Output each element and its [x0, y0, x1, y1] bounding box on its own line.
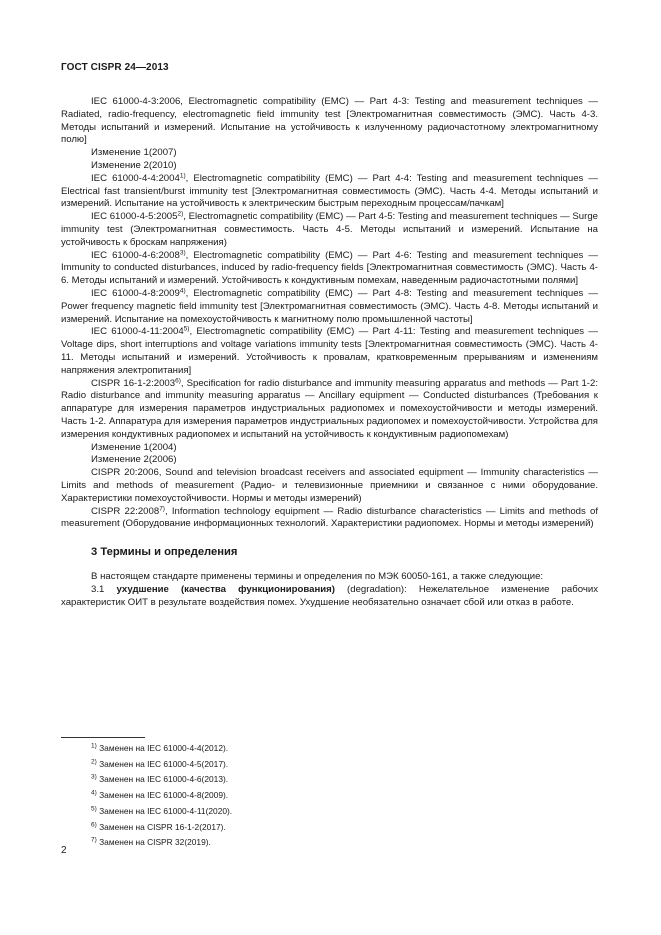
reference-text: IEC 61000-4-5:2005 [91, 211, 178, 223]
footnote-mark: 2) [91, 758, 97, 766]
reference-text: IEC 61000-4-11:2004 [91, 326, 184, 338]
footnote [91, 788, 232, 804]
reference-text: , Electromagnetic compatibility (EMC) — Part 4-5: Testing and measurement techniques — Surge immunity test (Электромагнитная совместимость. Часть 4-5. Методы испытаний и измерений. Испытание на устойчивость к броскам напряжения) [61, 211, 599, 248]
footnote-text: Заменен на IEC 61000-4-5(2017). [96, 758, 229, 769]
reference-text: Изменение 2(2006) [91, 454, 177, 466]
reference-text: , Electromagnetic compatibility (EMC) — Part 4-4: Testing and measurement techniques — Electrical fast transient/burst immunity test [Электромагнитная совместимость (ЭМС). Часть 4-4. Методы испытаний и измерений. Испытание на устойчивость к электрическим быстрым переходным процессам/пачкам] [61, 172, 599, 210]
footnote-mark: 5) [183, 325, 190, 333]
footnote [91, 772, 232, 788]
footnote-mark: 7) [91, 836, 97, 844]
reference-entry [61, 442, 598, 455]
reference-text: , Electromagnetic compatibility (EMC) — Part 4-8: Testing and measurement techniques — Power frequency magnetic field immunity test [Электромагнитная совместимость (ЭМС). Часть 4-8. Методы испытаний и измерений. Испытание на помехоустойчивость к магнитному полю промышленной частоты] [61, 287, 599, 325]
reference-text: IEC 61000-4-4:2004 [91, 172, 180, 184]
reference-entry [61, 160, 598, 173]
reference-entry [61, 454, 598, 467]
reference-text: Изменение 1(2007) [91, 147, 177, 159]
term-definition [61, 584, 598, 610]
document-header: ГОСТ CISPR 24—2013 [61, 62, 169, 73]
reference-text: , Specification for radio disturbance and immunity measuring apparatus and methods — Part 1-2: Radio disturbance and immunity measuring apparatus — Ancillary equipment — Conducted disturbances (Требования к аппаратуре для измерения параметров индустриальных радиопомех и помехоустойчивости и методы измерений. Часть 1-2. Аппаратура для измерения параметров индустриальных радиопомех и помехоустойчивости. Устройства для измерения кондуктивных радиопомех и испытаний на устойчивость к кондуктивным радиопомехам) [61, 377, 598, 440]
footnote-text: Заменен на CISPR 32(2019). [96, 837, 211, 848]
footnote-mark: 6) [91, 821, 97, 829]
page-number: 2 [61, 845, 67, 856]
footnote-mark: 1) [91, 742, 97, 750]
footnote-mark: 7) [159, 505, 165, 512]
footnote-mark: 3) [179, 249, 186, 257]
reference-text: , Information technology equipment — Radio disturbance characteristics — Limits and methods of measurement (Оборудование информационных технологий. Характеристики радиопомех. Нормы и методы измерений) [61, 505, 598, 530]
footnote-mark: 2) [177, 210, 184, 218]
reference-text: Изменение 1(2004) [91, 441, 177, 453]
reference-text: IEC 61000-4-8:2009 [91, 287, 180, 299]
footnote-mark: 6) [175, 377, 181, 385]
reference-text: Изменение 2(2010) [91, 159, 177, 171]
footnote [91, 741, 232, 757]
term-text: (degradation): Нежелательное изменение рабочих характеристик ОИТ в результате воздействия помех. Ухудшение необязательно означает сбой или отказ в работе. [61, 583, 598, 608]
normative-references [61, 96, 598, 531]
reference-text: IEC 61000-4-6:2008 [91, 249, 180, 261]
footnote [91, 757, 232, 773]
footnote-text: Заменен на IEC 61000-4-11(2020). [96, 805, 233, 816]
document-body [61, 96, 598, 609]
footnote [91, 820, 232, 836]
reference-text: , Electromagnetic compatibility (EMC) — Part 4-6: Testing and measurement techniques — Immunity to conducted disturbances, induced by radio-frequency fields [Электромагнитная совместимость (ЭМС). Часть 4-6. Методы испытаний и измерений. Устойчивость к кондуктивным помехам, наведенным радиочастотными полями] [61, 249, 599, 287]
reference-entry [61, 378, 598, 442]
section-heading: 3 Термины и определения [91, 546, 238, 559]
reference-text: CISPR 22:2008 [91, 505, 160, 517]
footnote-mark: 1) [179, 172, 186, 180]
footnotes [91, 741, 232, 851]
reference-entry [61, 288, 598, 326]
footnote [91, 835, 232, 851]
reference-text: IEC 61000-4-3:2006, Electromagnetic compatibility (EMC) — Part 4-3: Testing and measurement techniques — Radiated, radio-frequency, electromagnetic field immunity test [Электромагнитная совместимость (ЭМС). Часть 4-3. Методы испытаний и измерений. Испытание на устойчивость к излученному радиочастотному электромагнитному полю] [61, 96, 598, 146]
reference-entry [61, 250, 598, 288]
footnote-text: Заменен на CISPR 16-1-2(2017). [96, 821, 226, 832]
reference-entry [61, 506, 598, 532]
footnote [91, 804, 232, 820]
reference-entry [61, 211, 598, 249]
reference-entry [61, 467, 598, 505]
reference-entry [61, 96, 598, 147]
section-intro: В настоящем стандарте применены термины и определения по МЭК 60050-161, а также следующие: [91, 571, 544, 583]
footnote-text: Заменен на IEC 61000-4-8(2009). [96, 790, 229, 801]
reference-text: , Electromagnetic compatibility (EMC) — Part 4-11: Testing and measurement techniques — Voltage dips, short interruptions and voltage variations immunity tests [Электромагнитная совместимость (ЭМС). Часть 4-11. Методы испытаний и измерений. Устойчивость к провалам, кратковременным прерываниям и изменениям напряжения электропитания] [61, 326, 598, 376]
reference-entry [61, 326, 598, 377]
footnote-mark: 5) [91, 805, 97, 813]
reference-text: CISPR 16-1-2:2003 [91, 377, 176, 389]
term-name: ухудшение (качества функционирования) [116, 583, 335, 595]
footnote-mark: 3) [91, 773, 97, 781]
footnote-separator [61, 737, 145, 738]
term-number: 3.1 [91, 583, 117, 595]
footnote-text: Заменен на IEC 61000-4-4(2012). [96, 743, 229, 753]
footnote-mark: 4) [179, 287, 186, 295]
footnote-mark: 4) [91, 789, 97, 797]
reference-entry [61, 173, 598, 211]
footnote-text: Заменен на IEC 61000-4-6(2013). [96, 774, 229, 785]
reference-entry [61, 147, 598, 160]
reference-text: CISPR 20:2006, Sound and television broadcast receivers and associated equipment — Immunity characteristics — Limits and methods of measurement (Радио- и телевизионные приемники и связанное с ними оборудование. Характеристики помехоустойчивости. Нормы и методы измерений) [61, 467, 598, 504]
